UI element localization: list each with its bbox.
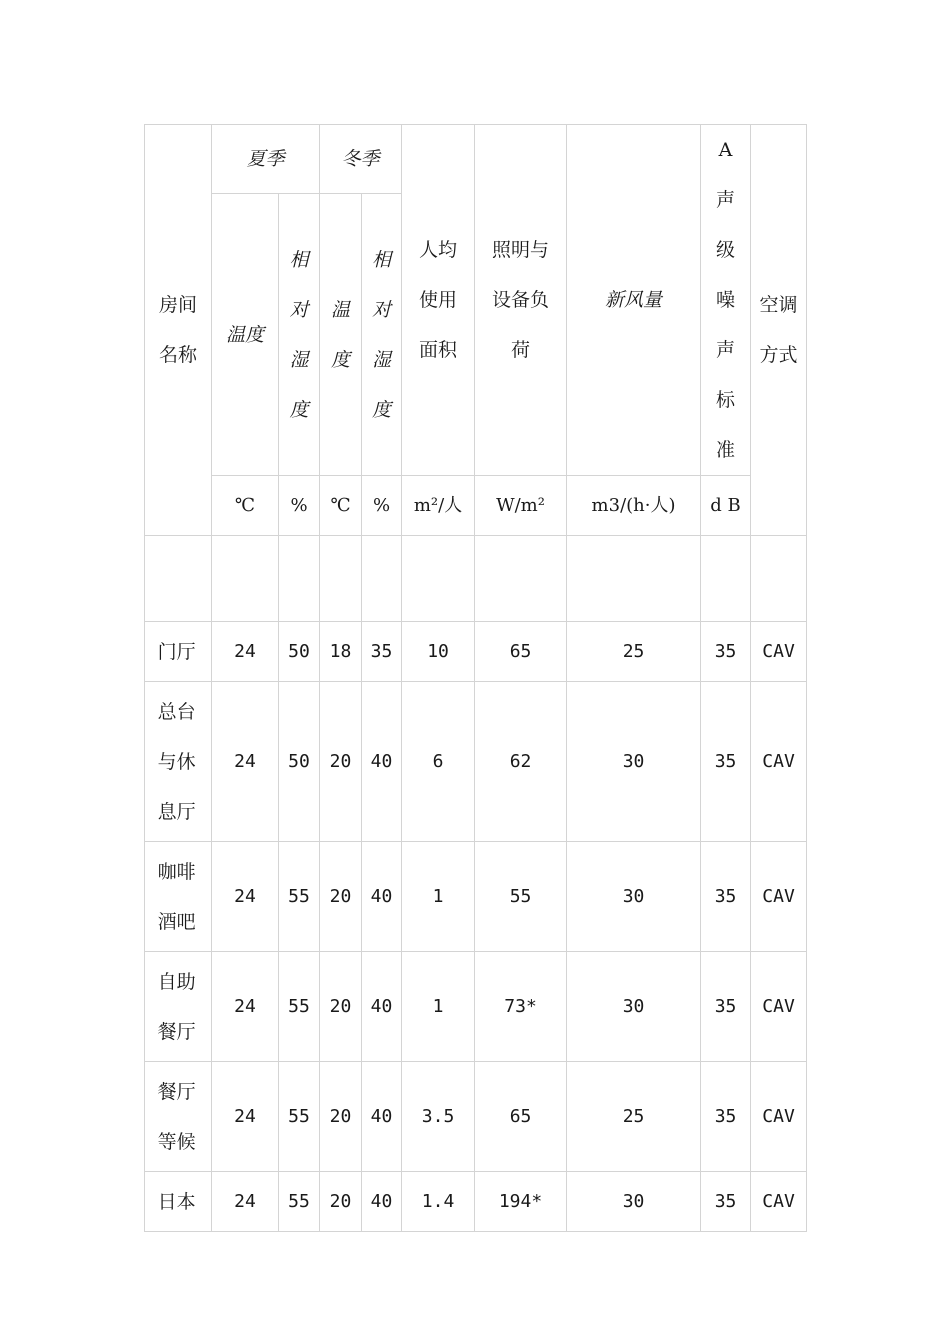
header-noise-standard: A声级噪声标准 [701,125,751,476]
summer-temp-cell: 24 [212,952,279,1062]
fresh-air-cell: 25 [567,1062,701,1172]
hvac-design-table [144,124,807,1232]
fresh-air-cell: 30 [567,682,701,842]
fresh-air-cell: 25 [567,622,701,682]
noise-cell: 35 [701,952,751,1062]
area-cell: 1.4 [402,1172,475,1232]
noise-cell: 35 [701,1062,751,1172]
summer-rh-cell: 55 [279,842,320,952]
summer-temp-cell: 24 [212,842,279,952]
table-row [145,842,807,952]
load-cell: 65 [475,622,567,682]
unit-winter-temp: ℃ [320,476,362,536]
header-ac-mode: 空调方式 [751,125,807,536]
unit-load: W/m² [475,476,567,536]
table-row [145,682,807,842]
header-winter-temp: 温度 [320,194,362,476]
header-summer: 夏季 [212,125,320,194]
header-room-name: 房间名称 [145,125,212,536]
noise-cell: 35 [701,682,751,842]
load-cell: 194* [475,1172,567,1232]
ac-mode-cell: CAV [751,1172,807,1232]
room-name: 门厅 [145,622,212,682]
winter-temp-cell: 20 [320,842,362,952]
table-row [145,1172,807,1232]
header-summer-temp: 温度 [212,194,279,476]
table-row [145,622,807,682]
header-winter-rh: 相对湿度 [362,194,402,476]
winter-rh-cell: 40 [362,1172,402,1232]
summer-rh-cell: 50 [279,622,320,682]
winter-temp-cell: 20 [320,682,362,842]
summer-temp-cell: 24 [212,1062,279,1172]
area-cell: 10 [402,622,475,682]
load-cell: 62 [475,682,567,842]
winter-rh-cell: 40 [362,1062,402,1172]
winter-temp-cell: 20 [320,1062,362,1172]
area-cell: 3.5 [402,1062,475,1172]
unit-area: m²/人 [402,476,475,536]
unit-fresh-air: m3/(h·人) [567,476,701,536]
units-row [145,476,807,536]
winter-temp-cell: 20 [320,952,362,1062]
load-cell: 73* [475,952,567,1062]
area-cell: 6 [402,682,475,842]
header-winter: 冬季 [320,125,402,194]
unit-summer-temp: ℃ [212,476,279,536]
summer-rh-cell: 55 [279,1172,320,1232]
summer-rh-cell: 55 [279,952,320,1062]
header-fresh-air: 新风量 [567,125,701,476]
room-name: 日本 [145,1172,212,1232]
winter-temp-cell: 20 [320,1172,362,1232]
header-row-season [145,125,807,194]
fresh-air-cell: 30 [567,952,701,1062]
winter-rh-cell: 40 [362,682,402,842]
summer-rh-cell: 55 [279,1062,320,1172]
ac-mode-cell: CAV [751,1062,807,1172]
ac-mode-cell: CAV [751,952,807,1062]
fresh-air-cell: 30 [567,842,701,952]
noise-cell: 35 [701,842,751,952]
area-cell: 1 [402,952,475,1062]
header-summer-rh: 相对湿度 [279,194,320,476]
winter-temp-cell: 18 [320,622,362,682]
winter-rh-cell: 40 [362,952,402,1062]
room-name: 餐厅等候 [145,1062,212,1172]
noise-cell: 35 [701,1172,751,1232]
summer-rh-cell: 50 [279,682,320,842]
winter-rh-cell: 40 [362,842,402,952]
table-row [145,1062,807,1172]
area-cell: 1 [402,842,475,952]
table-row [145,952,807,1062]
room-name: 咖啡酒吧 [145,842,212,952]
ac-mode-cell: CAV [751,682,807,842]
load-cell: 65 [475,1062,567,1172]
unit-winter-rh: % [362,476,402,536]
summer-temp-cell: 24 [212,622,279,682]
empty-row [145,536,807,622]
noise-cell: 35 [701,622,751,682]
ac-mode-cell: CAV [751,842,807,952]
unit-summer-rh: % [279,476,320,536]
header-lighting-load: 照明与设备负荷 [475,125,567,476]
unit-noise: d B [701,476,751,536]
room-name: 总台与休息厅 [145,682,212,842]
winter-rh-cell: 35 [362,622,402,682]
ac-mode-cell: CAV [751,622,807,682]
header-per-capita-area: 人均使用面积 [402,125,475,476]
summer-temp-cell: 24 [212,682,279,842]
load-cell: 55 [475,842,567,952]
fresh-air-cell: 30 [567,1172,701,1232]
summer-temp-cell: 24 [212,1172,279,1232]
room-name: 自助餐厅 [145,952,212,1062]
